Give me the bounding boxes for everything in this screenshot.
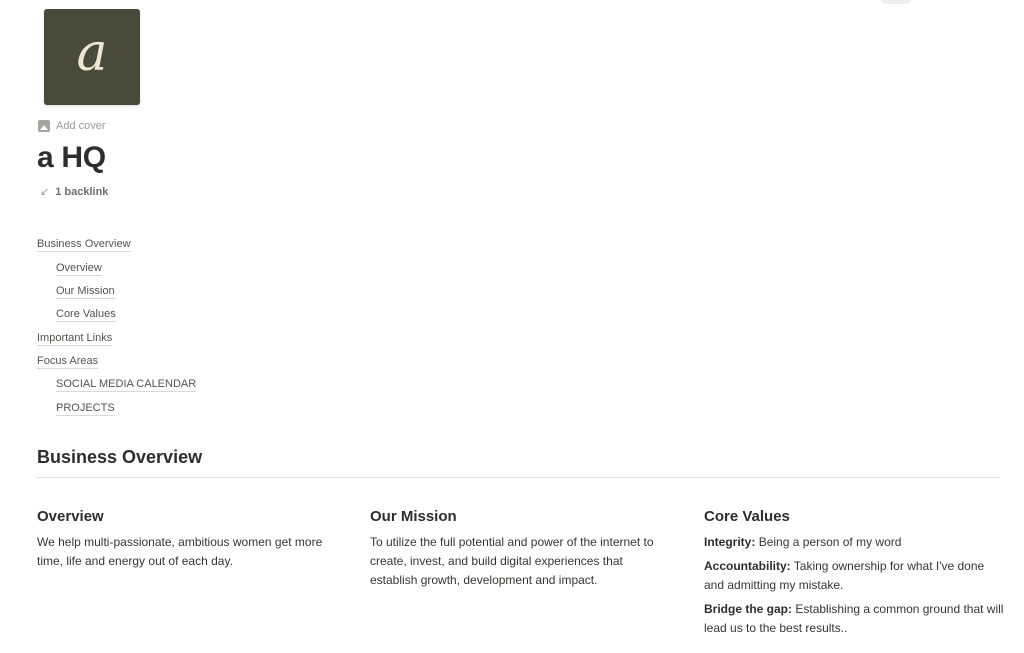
core-value-text: Establishing a common ground that will lead us to the best results.. bbox=[704, 602, 1004, 635]
core-value-item bbox=[704, 533, 1004, 552]
page-icon[interactable] bbox=[44, 9, 140, 105]
core-values-heading: Core Values bbox=[704, 508, 790, 525]
add-cover-label: Add cover bbox=[56, 120, 106, 132]
mission-heading: Our Mission bbox=[370, 508, 457, 525]
core-value-text: Taking ownership for what I've done and admitting my mistake. bbox=[704, 559, 985, 592]
core-value-item bbox=[704, 600, 1004, 638]
mission-text: To utilize the full potential and power of the internet to create, invest, and build digital experiences that establish growth, development and impact. bbox=[370, 535, 654, 587]
arrow-down-left-icon: ↙ bbox=[40, 186, 50, 198]
overview-heading: Overview bbox=[37, 508, 104, 525]
toc-item-overview[interactable]: Overview bbox=[56, 262, 102, 274]
toc-item-important-links[interactable]: Important Links bbox=[37, 332, 113, 344]
column-core-values bbox=[704, 508, 1004, 643]
overview-text: We help multi-passionate, ambitious women get more time, life and energy out of each day. bbox=[37, 535, 323, 568]
image-icon bbox=[38, 120, 50, 132]
toc-item-our-mission[interactable]: Our Mission bbox=[56, 285, 115, 297]
section-heading-business-overview: Business Overview bbox=[37, 447, 203, 467]
toc-item-focus-areas[interactable]: Focus Areas bbox=[37, 355, 99, 367]
backlink-button[interactable] bbox=[40, 185, 108, 198]
add-cover-button[interactable] bbox=[38, 120, 106, 132]
core-value-name: Integrity: bbox=[704, 535, 756, 549]
page-title[interactable]: a HQ bbox=[37, 141, 106, 174]
core-value-text: Being a person of my word bbox=[758, 535, 902, 549]
divider bbox=[36, 477, 1000, 478]
toc-item-core-values[interactable]: Core Values bbox=[56, 308, 116, 320]
core-value-name: Bridge the gap: bbox=[704, 602, 793, 616]
page-icon-letter: a bbox=[76, 23, 108, 83]
core-value-name: Accountability: bbox=[704, 559, 791, 573]
backlink-label: 1 backlink bbox=[55, 185, 109, 198]
toc-item-social-media-calendar[interactable]: SOCIAL MEDIA CALENDAR bbox=[56, 378, 197, 390]
toc-item-projects[interactable]: PROJECTS bbox=[56, 402, 115, 414]
toc-item-business-overview[interactable]: Business Overview bbox=[37, 238, 131, 250]
core-value-item bbox=[704, 557, 1004, 595]
column-overview bbox=[37, 508, 337, 571]
column-mission bbox=[370, 508, 670, 590]
top-right-control[interactable] bbox=[880, 0, 912, 4]
